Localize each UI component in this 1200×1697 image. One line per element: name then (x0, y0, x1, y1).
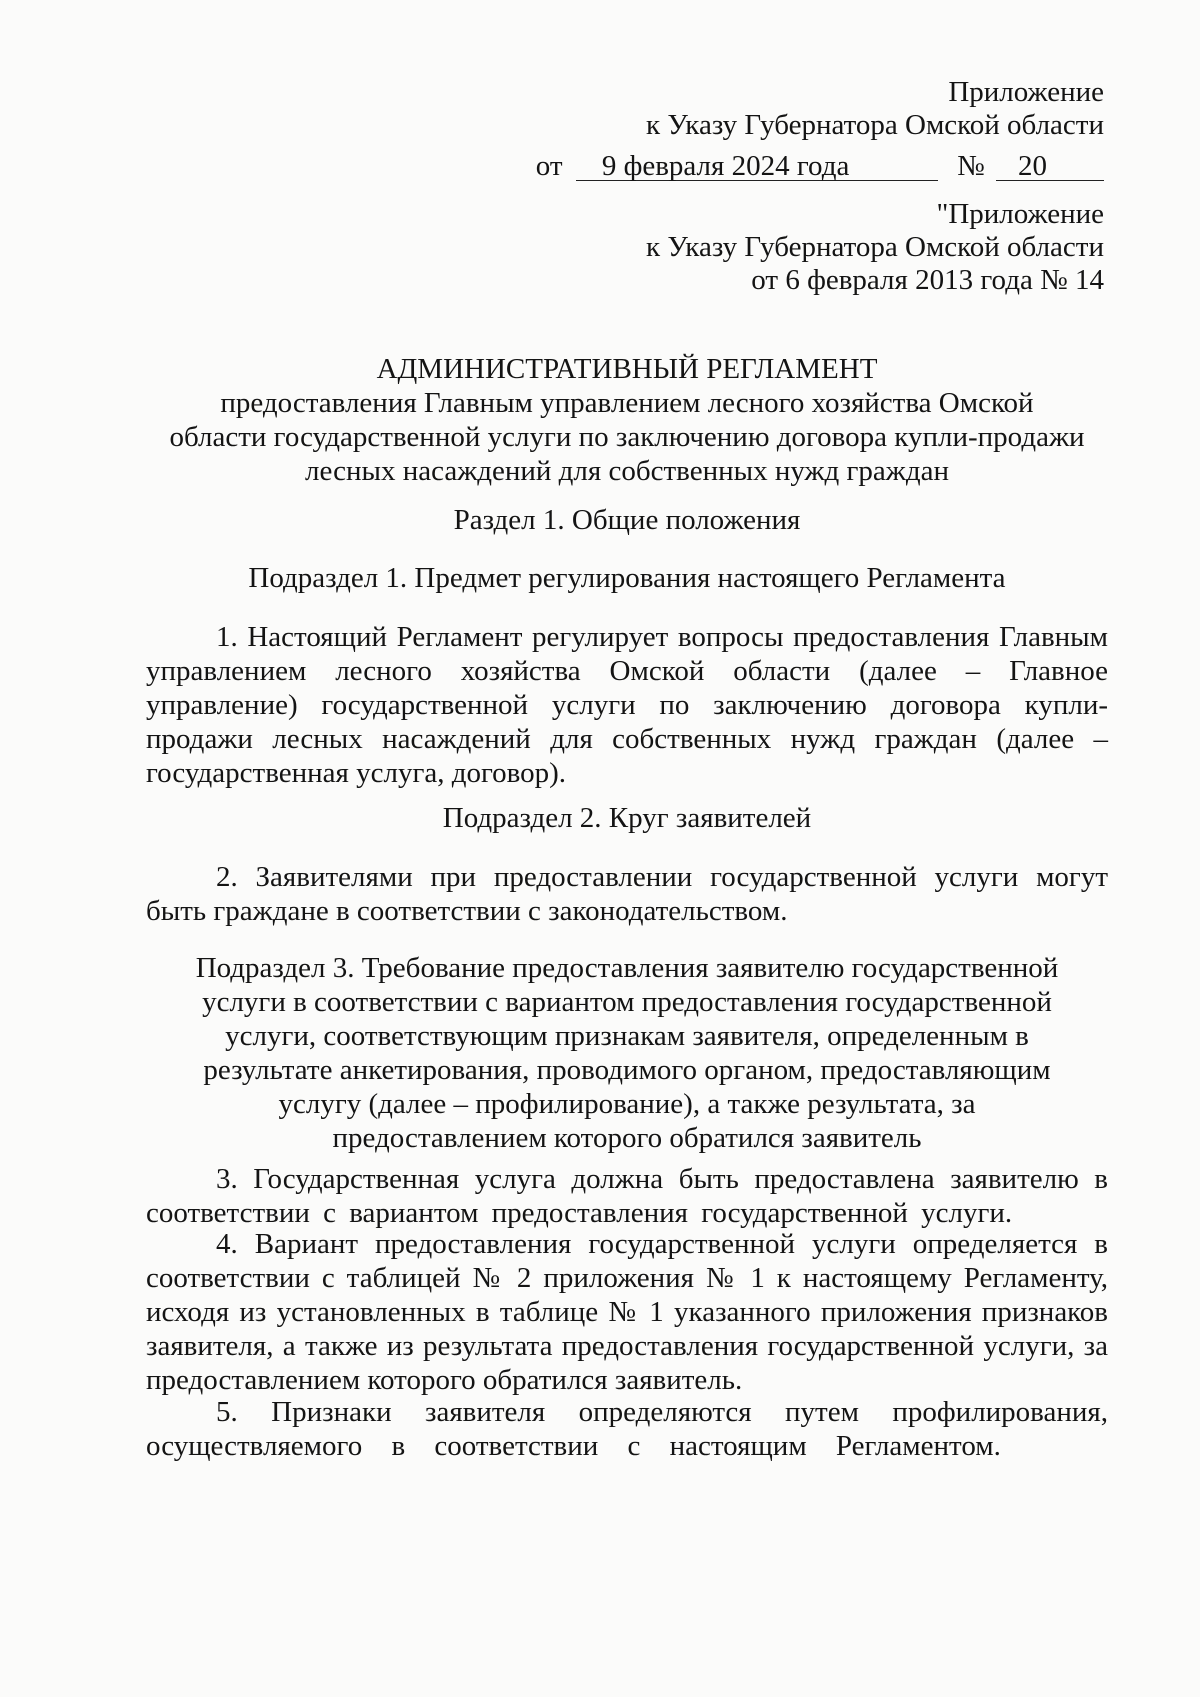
title-main: АДМИНИСТРАТИВНЫЙ РЕГЛАМЕНТ (376, 353, 878, 385)
paragraph-4: 4. Вариант предоставления государственной услуги определяется в соответствии с таблицей № 2 приложения № 1 к настоящему Регламенту, исходя из установленных в таблице № 1 указанного приложения признаков заявителя, а также из результата предоставления государственной услуги, за предоставлением которого обратился заявитель. (146, 1228, 1108, 1396)
subsection-3-heading (146, 951, 1108, 1155)
paragraph-1: 1. Настоящий Регламент регулирует вопросы предоставления Главным управлением лесного хозяйства Омской области (далее – Главное управление) государственной услуги по заключению договора купли-продажи лесных насаждений для собственных нужд граждан (далее – государственная услуга, договор). (146, 621, 1108, 789)
subsection-3-heading-line: услуги в соответствии с вариантом предоставления государственной (202, 986, 1052, 1018)
title-line-1: предоставления Главным управлением лесного хозяйства Омской (220, 387, 1034, 419)
paragraph-2: 2. Заявителями при предоставлении государственной услуги могут быть граждане в соответствии с законодательством. (146, 861, 1108, 927)
from-label: от (535, 150, 563, 182)
subsection-3-heading-line: результате анкетирования, проводимого органом, предоставляющим (203, 1054, 1051, 1086)
original-appendix-header (646, 198, 1104, 297)
title-line-3: лесных насаждений для собственных нужд граждан (305, 455, 949, 487)
original-decree-date: от 6 февраля 2013 года № 14 (751, 264, 1104, 296)
document-title (146, 352, 1108, 488)
decree-date-number-line (536, 150, 1104, 183)
subsection-1-heading: Подраздел 1. Предмет регулирования настоящего Регламента (248, 562, 1006, 594)
appendix-label: Приложение (948, 76, 1104, 108)
subsection-3-heading-line: предоставлением которого обратился заявитель (332, 1122, 922, 1154)
original-appendix-label: "Приложение (936, 198, 1104, 230)
number-label: № (957, 150, 985, 182)
subsection-3-heading-line: услуги, соответствующим признакам заявителя, определенным в (225, 1020, 1029, 1052)
subsection-3-heading-line: Подраздел 3. Требование предоставления заявителю государственной (195, 952, 1059, 984)
decree-date: 9 февраля 2024 года (576, 152, 938, 181)
subsection-2-heading: Подраздел 2. Круг заявителей (442, 802, 812, 834)
appendix-header (646, 76, 1104, 142)
paragraph-5: 5. Признаки заявителя определяются путем профилирования, осуществляемого в соответствии с настоящим Регламентом. (146, 1396, 1108, 1462)
decree-number: 20 (996, 152, 1104, 181)
paragraph-3: 3. Государственная услуга должна быть предоставлена заявителю в соответствии с вариантом предоставления государственной услуги. (146, 1163, 1108, 1229)
subsection-3-heading-line: услугу (далее – профилирование), а также результата, за (278, 1088, 976, 1120)
section-1-heading: Раздел 1. Общие положения (453, 504, 801, 536)
original-decree-reference: к Указу Губернатора Омской области (645, 231, 1104, 263)
title-line-2: области государственной услуги по заключению договора купли-продажи (169, 421, 1085, 453)
decree-reference: к Указу Губернатора Омской области (645, 109, 1104, 141)
